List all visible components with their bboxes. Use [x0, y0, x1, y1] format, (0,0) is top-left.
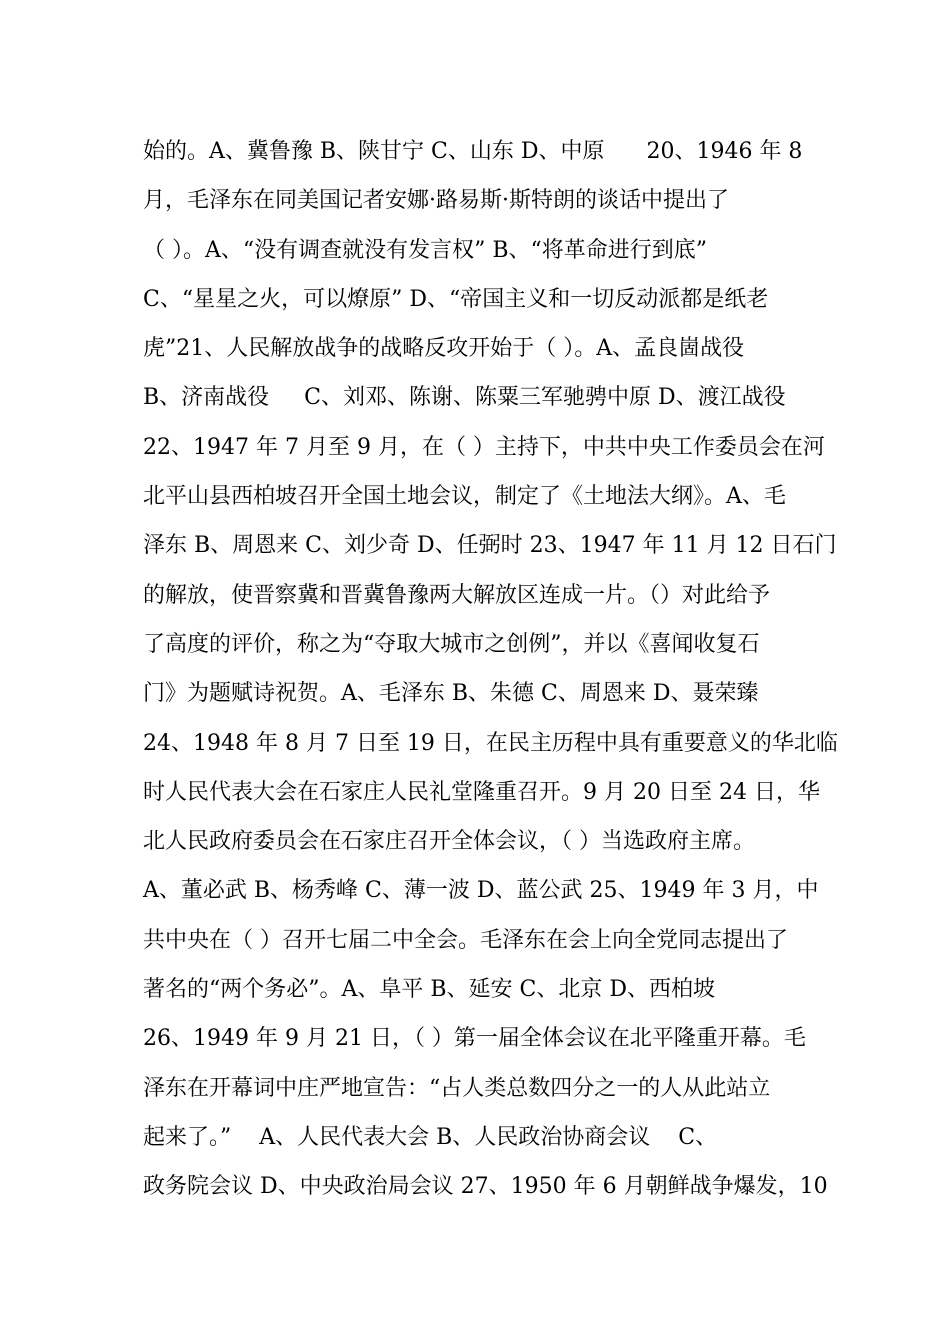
- text-line: 时人民代表大会在石家庄人民礼堂隆重召开。9 月 20 日至 24 日，华: [143, 779, 820, 805]
- text-line: 月，毛泽东在同美国记者安娜·路易斯·斯特朗的谈话中提出了: [143, 188, 729, 214]
- text-line: 了高度的评价，称之为“夺取大城市之创例”，并以《喜闻收复石: [143, 631, 760, 657]
- text-line: 24、1948 年 8 月 7 日至 19 日，在民主历程中具有重要意义的华北临: [143, 730, 838, 756]
- text-line: B、济南战役 C、刘邓、陈谢、陈粟三军驰骋中原 D、渡江战役: [143, 385, 786, 411]
- document-text: [143, 134, 843, 1219]
- text-line: （ ）。A、“没有调查就没有发言权” B、“将革命进行到底”: [143, 237, 708, 263]
- text-line: 泽东在开幕词中庄严地宣告：“占人类总数四分之一的人从此站立: [143, 1075, 771, 1101]
- text-line: 的解放，使晋察冀和晋冀鲁豫两大解放区连成一片。（）对此给予: [143, 582, 771, 608]
- text-line: 泽东 B、周恩来 C、刘少奇 D、任弼时 23、1947 年 11 月 12 日石门: [143, 533, 837, 559]
- text-line: 著名的“两个务必”。A、阜平 B、延安 C、北京 D、西柏坡: [143, 977, 716, 1003]
- text-line: 北人民政府委员会在石家庄召开全体会议，（ ）当选政府主席。: [143, 829, 755, 855]
- text-line: A、董必武 B、杨秀峰 C、薄一波 D、蓝公武 25、1949 年 3 月，中: [143, 878, 819, 904]
- text-line: 虎”21、人民解放战争的战略反攻开始于（ ）。A、孟良崮战役: [143, 336, 745, 362]
- text-line: 26、1949 年 9 月 21 日，（ ）第一届全体会议在北平隆重开幕。毛: [143, 1026, 806, 1052]
- text-line: 始的。A、冀鲁豫 B、陕甘宁 C、山东 D、中原 20、1946 年 8: [143, 139, 803, 164]
- text-line: 北平山县西柏坡召开全国土地会议，制定了《土地法大纲》。A、毛: [143, 484, 786, 510]
- text-line: C、“星星之火，可以燎原” D、“帝国主义和一切反动派都是纸老: [143, 286, 769, 312]
- text-line: 22、1947 年 7 月至 9 月，在（ ）主持下，中共中央工作委员会在河: [143, 434, 825, 460]
- text-line: 门》为题赋诗祝贺。A、毛泽东 B、朱德 C、周恩来 D、聂荣臻: [143, 681, 759, 707]
- text-line: 政务院会议 D、中央政治局会议 27、1950 年 6 月朝鲜战争爆发，10: [143, 1174, 828, 1200]
- text-line: 共中央在（ ）召开七届二中全会。毛泽东在会上向全党同志提出了: [143, 927, 788, 953]
- text-line: 起来了。” A、人民代表大会 B、人民政治协商会议 C、: [143, 1124, 718, 1150]
